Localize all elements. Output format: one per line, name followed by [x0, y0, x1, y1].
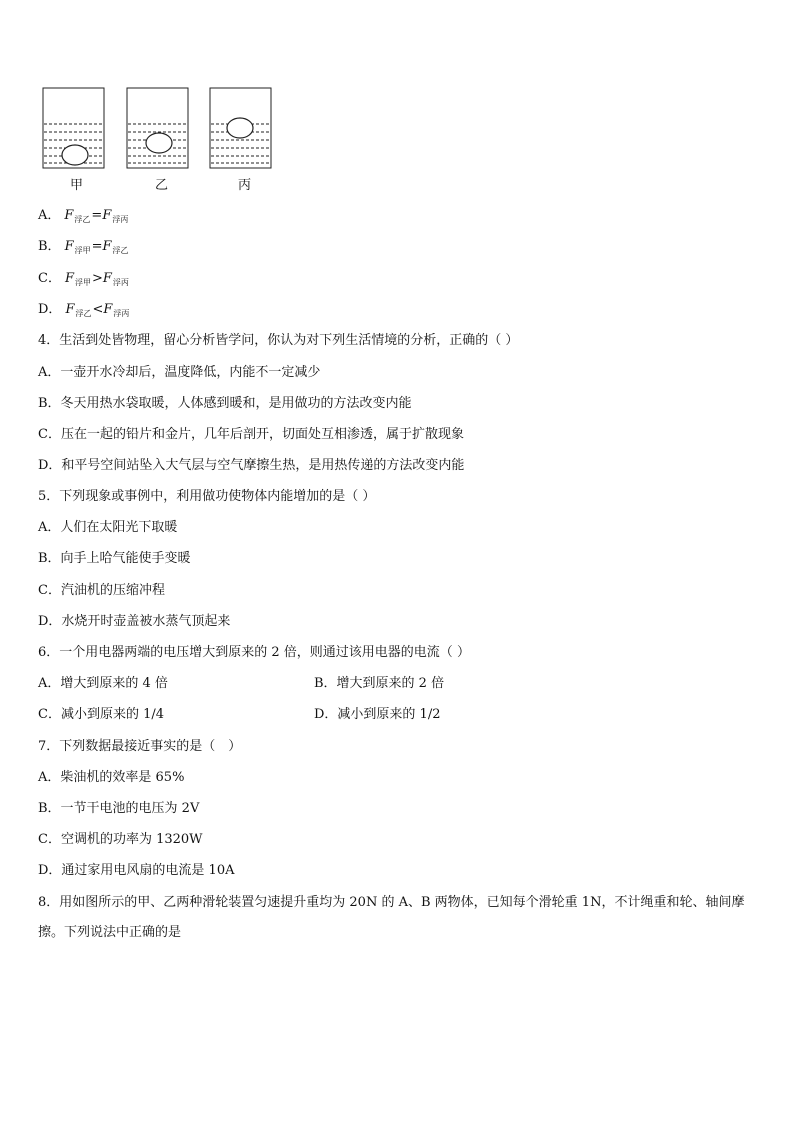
q3-option-c: C． $F_{浮甲}>F_{浮丙}$: [38, 271, 129, 287]
q5-stem: 5．下列现象或事例中，利用做功使物体内能增加的是（ ）: [38, 489, 376, 504]
containers-diagram: [40, 86, 280, 176]
q4-option-b: B．冬天用热水袋取暖，人体感到暖和，是用做功的方法改变内能: [38, 396, 412, 411]
q7-stem: 7．下列数据最接近事实的是（ ）: [38, 739, 242, 754]
q4-option-c: C．压在一起的铅片和金片，几年后剖开，切面处互相渗透，属于扩散现象: [38, 427, 464, 442]
q7-option-a: A．柴油机的效率是 65%: [38, 770, 185, 785]
q5-option-a: A．人们在太阳光下取暖: [38, 520, 178, 535]
figure-label-jia: 甲: [70, 178, 84, 193]
container-yi: [127, 88, 188, 168]
q5-option-c: C．汽油机的压缩冲程: [38, 583, 165, 598]
container-bing: [210, 88, 271, 168]
buoyancy-figure: [40, 86, 280, 196]
container-jia: [43, 88, 104, 168]
q4-stem: 4．生活到处皆物理，留心分析皆学问，你认为对下列生活情境的分析，正确的（ ）: [38, 333, 519, 348]
q6-option-b: B．增大到原来的 2 倍: [314, 676, 445, 691]
q6-option-c: C．减小到原来的 1/4: [38, 707, 165, 722]
q5-option-b: B．向手上哈气能使手变暖: [38, 551, 191, 566]
q3-option-a: A． $F_{浮乙}=F_{浮丙}$: [38, 208, 129, 224]
figure-label-bing: 丙: [238, 178, 252, 193]
q4-option-a: A．一壶开水冷却后，温度降低，内能不一定减少: [38, 365, 321, 380]
q6-option-a: A．增大到原来的 4 倍: [38, 676, 168, 691]
q6-option-d: D．减小到原来的 1/2: [314, 707, 441, 722]
q4-option-d: D．和平号空间站坠入大气层与空气摩擦生热，是用热传递的方法改变内能: [38, 458, 465, 473]
q7-option-b: B．一节干电池的电压为 2V: [38, 801, 200, 816]
q6-stem: 6．一个用电器两端的电压增大到原来的 2 倍，则通过该用电器的电流（ ）: [38, 645, 470, 660]
q7-option-c: C．空调机的功率为 1320W: [38, 832, 203, 847]
q3-option-b: B． $F_{浮甲}=F_{浮乙}$: [38, 239, 129, 255]
q7-option-d: D．通过家用电风扇的电流是 10A: [38, 863, 235, 878]
q3-option-d: D． $F_{浮乙}<F_{浮丙}$: [38, 302, 130, 318]
q5-option-d: D．水烧开时壶盖被水蒸气顶起来: [38, 614, 231, 629]
figure-label-yi: 乙: [155, 178, 169, 193]
q8-stem: 8．用如图所示的甲、乙两种滑轮装置匀速提升重均为 20N 的 A、B 两物体，已知每个滑轮重 1N，不计绳重和轮、轴间摩擦。下列说法中正确的是: [38, 895, 745, 940]
